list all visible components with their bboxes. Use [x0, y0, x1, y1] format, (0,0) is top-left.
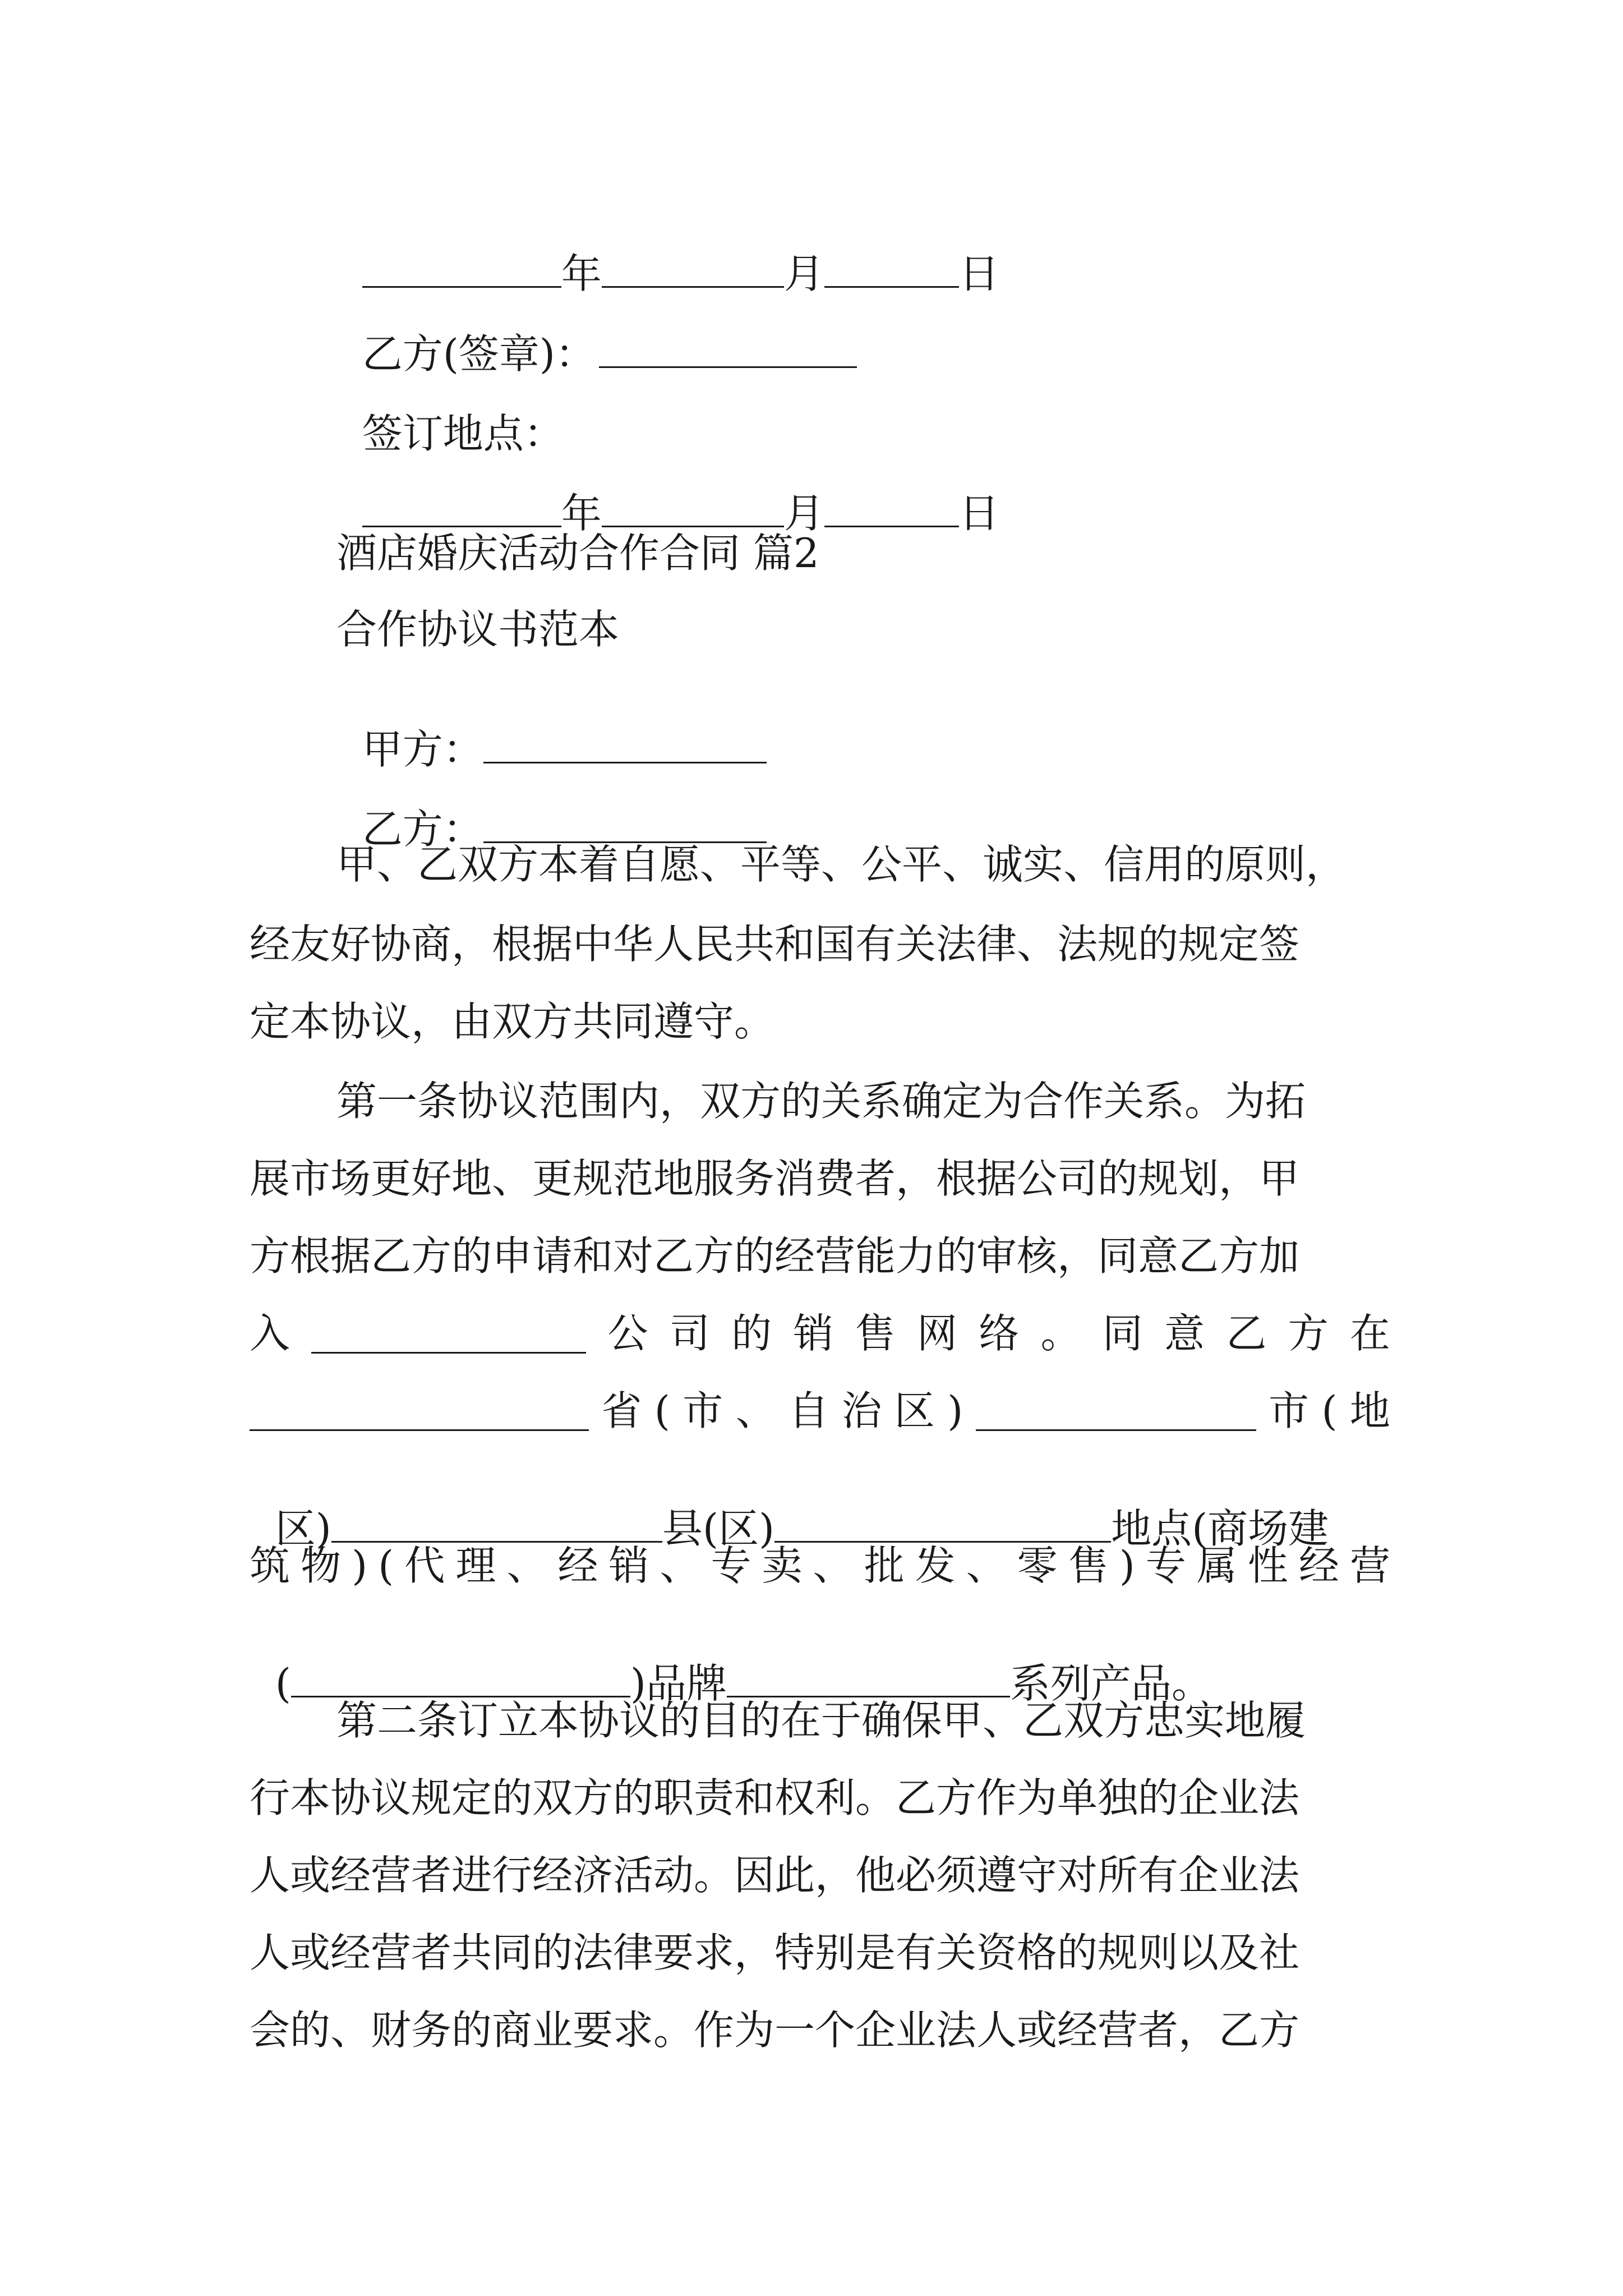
- party-a-label: 甲方：: [362, 726, 483, 773]
- day-blank: [824, 494, 959, 527]
- month-label: 月: [783, 490, 824, 537]
- text-char: 、: [506, 1542, 547, 1589]
- party-b-signature-blank: [599, 335, 857, 368]
- article2-line-4: 人或经营者共同的法律要求，特别是有关资格的规则以及社: [250, 1929, 1300, 1976]
- text-char: 代: [404, 1542, 445, 1589]
- party-b-signature-line: [336, 293, 860, 378]
- text-char: 性: [1247, 1542, 1288, 1589]
- text-char: 自: [789, 1387, 829, 1434]
- party-b-blank: [483, 810, 767, 843]
- article2-line-2: 行本协议规定的双方的职责和权利。乙方作为单独的企业法: [250, 1774, 1300, 1821]
- doc-title: 合作协议书范本: [336, 606, 620, 653]
- brand-blank: [727, 1664, 1010, 1697]
- text-char: 专: [711, 1542, 751, 1589]
- section-title: 酒店婚庆活动合作合同 篇2: [336, 530, 819, 577]
- text-char: 方: [1288, 1310, 1329, 1357]
- article2-line-5: 会的、财务的商业要求。作为一个企业法人或经营者，乙方: [250, 2007, 1300, 2054]
- text-segment: 县(区): [662, 1505, 775, 1552]
- text-segment: 系列产品。: [1009, 1660, 1212, 1707]
- text-char: 公: [607, 1310, 648, 1357]
- article1-line-4: [250, 1310, 1390, 1357]
- date-line-1: [336, 213, 999, 297]
- article1-line-6: [250, 1468, 1329, 1552]
- text-char: ): [352, 1542, 368, 1589]
- text-char: 、: [660, 1542, 700, 1589]
- text-char: 属: [1196, 1542, 1237, 1589]
- text-char: 的: [731, 1310, 772, 1357]
- intro-line-2: 经友好协商，根据中华人民共和国有关法律、法规的规定签: [250, 921, 1300, 968]
- brand-owner-blank: [291, 1664, 630, 1697]
- month-blank: [602, 255, 784, 288]
- text-char: 乙: [1226, 1310, 1267, 1357]
- province-blank: [250, 1398, 589, 1431]
- text-char: 省: [601, 1387, 642, 1434]
- party-b-label: 乙方：: [362, 806, 483, 853]
- text-char: (: [1321, 1387, 1338, 1434]
- article1-line-5: [250, 1387, 1390, 1434]
- text-char: 理: [455, 1542, 496, 1589]
- text-char: 同: [1102, 1310, 1143, 1357]
- signing-place-label: 签订地点：: [362, 410, 564, 457]
- text-char: 专: [1145, 1542, 1186, 1589]
- text-char: 销: [608, 1542, 649, 1589]
- text-char: 经: [557, 1542, 598, 1589]
- text-char: 市: [683, 1387, 723, 1434]
- text-char: 地: [1349, 1387, 1390, 1434]
- text-char: 市: [1269, 1387, 1310, 1434]
- district-blank: [331, 1510, 662, 1543]
- text-char: 、: [966, 1542, 1007, 1589]
- text-char: 治: [841, 1387, 882, 1434]
- year-label: 年: [561, 490, 602, 537]
- party-b-line: [336, 769, 767, 853]
- text-char: 筑: [250, 1542, 291, 1589]
- text-segment: (: [275, 1660, 291, 1707]
- article1-line-2: 展市场更好地、更规范地服务消费者，根据公司的规划，甲: [250, 1155, 1300, 1202]
- city-blank: [976, 1398, 1256, 1431]
- text-char: 、: [813, 1542, 854, 1589]
- text-char: 、: [735, 1387, 776, 1434]
- text-segment: )品牌: [630, 1660, 727, 1707]
- text-char: 批: [864, 1542, 905, 1589]
- text-char: 络: [979, 1310, 1020, 1357]
- text-char: 在: [1349, 1310, 1390, 1357]
- article1-line-1: 第一条协议范围内，双方的关系确定为合作关系。为拓: [336, 1078, 1306, 1125]
- party-b-signature-label: 乙方(签章)：: [362, 330, 596, 378]
- text-char: 售: [855, 1310, 896, 1357]
- month-blank: [602, 494, 784, 527]
- party-a-blank: [483, 730, 767, 763]
- day-blank: [824, 255, 959, 288]
- text-char: 区: [894, 1387, 935, 1434]
- text-char: 入: [250, 1310, 291, 1357]
- text-char: 零: [1017, 1542, 1058, 1589]
- text-char: 卖: [762, 1542, 803, 1589]
- text-char: 。: [1040, 1310, 1081, 1357]
- text-char: 销: [793, 1310, 834, 1357]
- year-label: 年: [561, 250, 602, 297]
- text-char: 司: [669, 1310, 710, 1357]
- month-label: 月: [783, 250, 824, 297]
- location-blank: [774, 1510, 1111, 1543]
- text-char: 经: [1298, 1542, 1339, 1589]
- intro-line-1: 甲、乙双方本着自愿、平等、公平、诚实、信用的原则，: [336, 841, 1347, 888]
- party-a-line: [336, 689, 767, 773]
- article1-line-3: 方根据乙方的申请和对乙方的经营能力的审核，同意乙方加: [250, 1232, 1300, 1280]
- intro-line-3: 定本协议，由双方共同遵守。: [250, 998, 775, 1045]
- date-line-2: [336, 453, 999, 537]
- signing-place-line: [336, 373, 564, 457]
- day-label: 日: [958, 490, 999, 537]
- text-char: (: [654, 1387, 670, 1434]
- year-blank: [362, 494, 561, 527]
- article1-line-7: [250, 1542, 1390, 1589]
- text-char: 营: [1349, 1542, 1390, 1589]
- text-segment: 区): [275, 1505, 331, 1552]
- text-char: 意: [1164, 1310, 1205, 1357]
- day-label: 日: [958, 250, 999, 297]
- text-segment: 地点(商场建: [1111, 1505, 1329, 1552]
- company-blank: [311, 1320, 586, 1354]
- text-char: 发: [915, 1542, 956, 1589]
- text-char: 网: [916, 1310, 957, 1357]
- text-char: ): [1119, 1542, 1135, 1589]
- text-char: 售: [1068, 1542, 1109, 1589]
- year-blank: [362, 255, 561, 288]
- article2-line-1: 第二条订立本协议的目的在于确保甲、乙双方忠实地履: [336, 1697, 1306, 1744]
- article2-line-3: 人或经营者进行经济活动。因此，他必须遵守对所有企业法: [250, 1852, 1300, 1899]
- text-char: 物: [301, 1542, 342, 1589]
- article1-line-8: [250, 1623, 1212, 1707]
- text-char: ): [947, 1387, 963, 1434]
- text-char: (: [378, 1542, 394, 1589]
